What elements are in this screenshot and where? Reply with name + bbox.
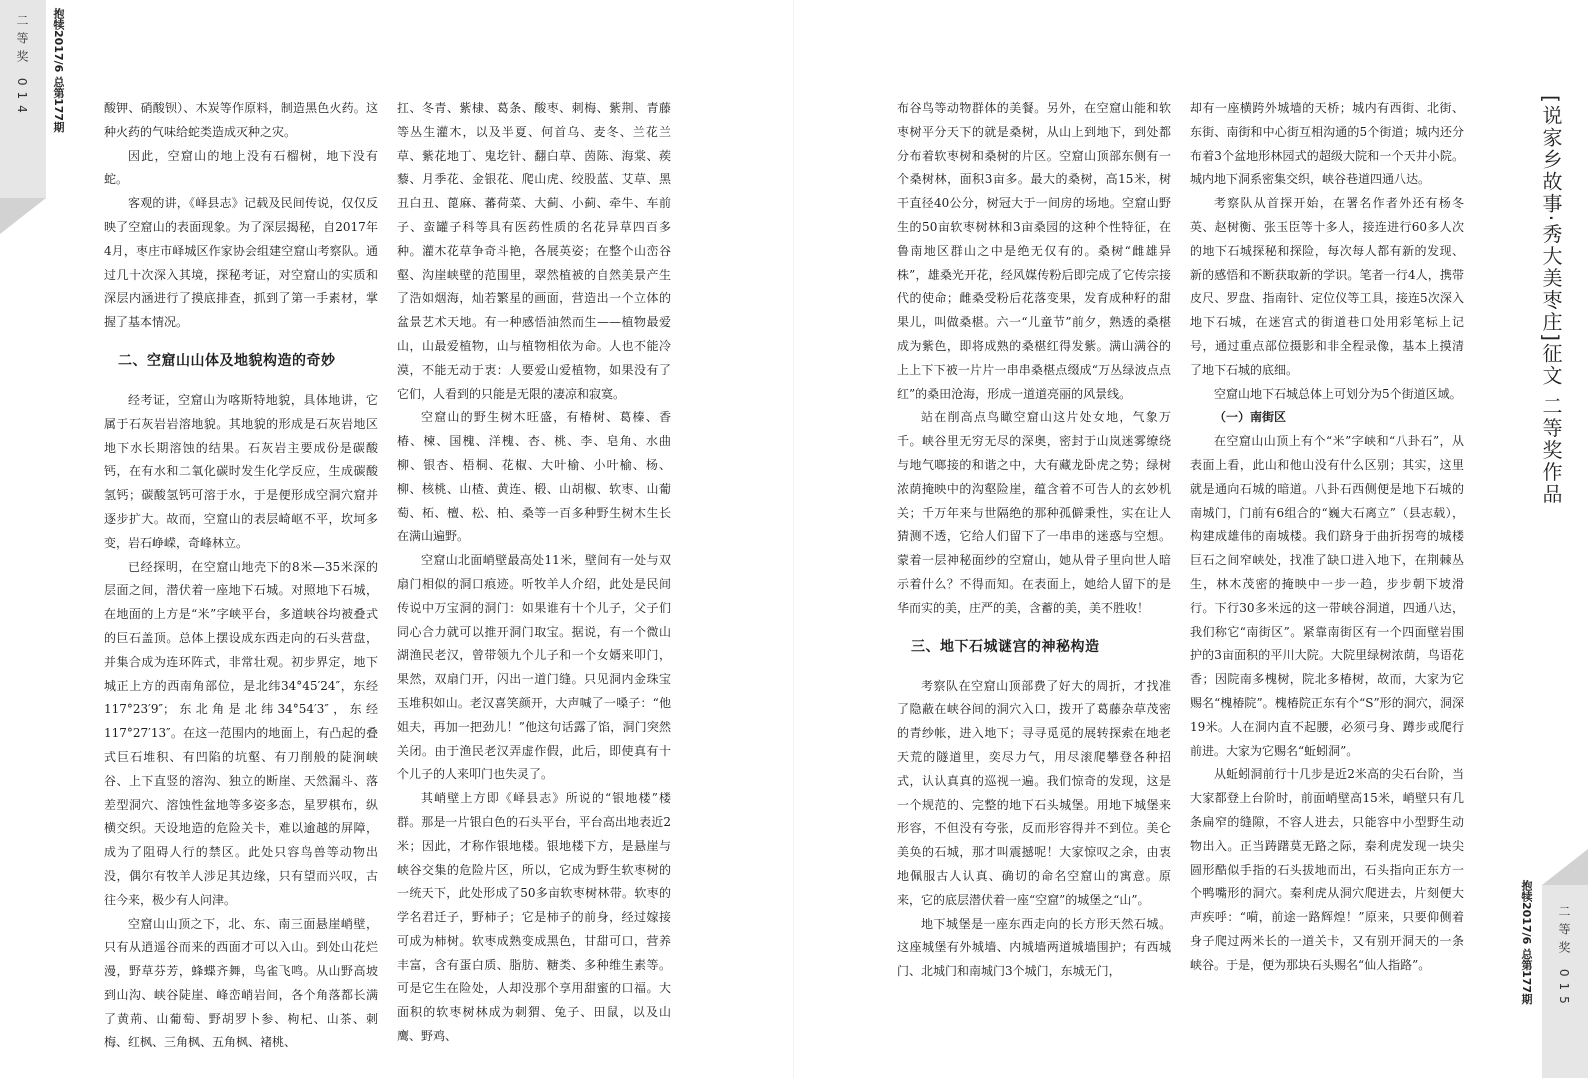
- paragraph: 在空窟山山顶上有个“米”字峡和“八卦石”，从表面上看，此山和他山没有什么区别；其实，这里就是通向石城的暗道。八卦石西侧便是地下石城的南城门，门前有6组合的“巍大石离立”（县志载），构建成雄伟的南城楼。我们跻身于曲折拐弯的城楼巨石之间窄峡处，找准了缺口进入地下，在荆棘丛生，林木茂密的掩映中一步一趋，步步朝下坡滑行。下行30多米远的这一带峡谷洞道，四通八达，我们称它“南街区”。紧靠南街区有一个四面壁岩围护的3亩面积的平川大院。大院里绿树浓荫，鸟语花香；因院南多槐树，院北多椿树，故而，大家为它赐名“槐椿院”。槐椿院正东有个“S”形的洞穴，洞深19米。人在洞内直不起腰，必须弓身、蹲步或爬行前进。大家为它赐名“蚯蚓洞”。: [1190, 434, 1464, 758]
- paragraph: 空窟山地下石城总体上可划分为5个街道区域。: [1214, 386, 1462, 401]
- right-column-2: [1190, 97, 1464, 977]
- paragraph: 扛、冬青、紫棣、葛条、酸枣、刺梅、紫荆、青藤等丛生灌木，以及半夏、何首乌、麦冬、兰花兰草、紫花地丁、鬼圪针、翻白草、茵陈、海棠、蒺藜、月季花、金银花、爬山虎、绞股蓝、艾草、黑丑白丑、蓖麻、蕃荷菜、大蓟、小蓟、牵牛、车前子、蛮罐子科等具有医药性质的名花异草四百多种。灌木花草争奇斗艳，各展英姿；在整个山峦谷壑、沟崖峡壁的范围里，翠然植被的自然美景产生了浩如烟海，灿若繁星的画面，营造出一个立体的盆景艺术天地。有一种感悟油然而生——植物最爱山，山最爱植物，山与植物相依为命。人也不能冷漠，不能无动于衷：人要爱山爱植物，如果没有了它们，人看到的只能是无限的凄凉和寂寞。: [397, 101, 671, 401]
- paragraph: 酸钾、硝酸钡）、木炭等作原料，制造黑色火药。这种火药的气味给蛇类造成灭种之灾。: [104, 101, 378, 139]
- paragraph: 地下城堡是一座东西走向的长方形天然石城。这座城堡有外城墙、内城墙两道城墙围护；有西城门、北城门和南城门3个城门，东城无门，: [897, 916, 1171, 979]
- page-number-label-left: 二等奖 014: [15, 14, 29, 119]
- left-column-2: [397, 97, 671, 1049]
- section-heading-2: 二、空窟山山体及地貌构造的奇妙: [118, 352, 336, 369]
- paragraph: 布谷鸟等动物群体的美餐。另外，在空窟山能和软枣树平分天下的就是桑树，从山上到地下，到处都分布着软枣树和桑树的片区。空窟山顶部东侧有一个桑树林，面积3亩多。最大的桑树，高15米，树干直径40公分，树冠大于一间房的场地。空窟山野生的50亩软枣树林和3亩桑园的这种个性特征，在鲁南地区群山之中是绝无仅有的。桑树“雌雄异株”，雄桑光开花，经风媒传粉后即完成了它传宗接代的使命；雌桑受粉后花落变果，发育成种籽的甜果儿，叫做桑椹。六一“儿童节”前夕，熟透的桑椹成为紫色，即将成熟的桑椹红得发紫。满山满谷的上上下下被一片片一串串桑椹点缀成“万丛绿波点点红”的桑田沧海，形成一道道亮丽的风景线。: [897, 101, 1171, 401]
- paragraph: 已经探明，在空窟山地壳下的8米—35米深的层面之间，潜伏着一座地下石城。对照地下石城，在地面的上方是“米”字峡平台，多道峡谷均被叠式的巨石盖顶。总体上摆设成东西走向的石头营盘，并集合成为连环阵式，非常壮观。初步界定，地下城正上方的西南角部位，是北纬34°45′24″，东经117°23′9″；东北角是北纬34°54′3″，东经117°27′13″。在这一范围内的地面上，有凸起的叠式巨石堆积、有凹陷的坑壑、有刀削般的陡涧峡谷、上下直竖的溶沟、独立的断崖、天然漏斗、落差型洞穴、溶蚀性盆地等多姿多态，星罗棋布，纵横交织。天设地造的危险关卡，难以逾越的屏障，成为了阻碍人行的禁区。此处只容鸟兽等动物出没，偶尔有牧羊人涉足其边缘，只有望而兴叹，古往今来，极少有人问津。: [104, 559, 378, 907]
- issue-label-right: 抱犊2017/6 总第177期: [1520, 880, 1533, 1005]
- paragraph: 客观的讲，《峄县志》记载及民间传说，仅仅反映了空窟山的表面现象。为了深层揭秘，自2017年4月，枣庄市峄城区作家协会组建空窟山考察队。通过几十次深入其境，探秘考证，对空窟山的实质和深层内涵进行了摸底排查，抓到了第一手素材，掌握了基本情况。: [104, 196, 378, 330]
- paragraph: 空窟山山顶之下，北、东、南三面悬崖峭壁，只有从逍遥谷而来的西面才可以入山。到处山花烂漫，野草芬芳，蜂蝶齐舞，鸟雀飞鸣。从山野高坡到山沟、峡谷陡崖、峰峦峭岩间，各个角落都长满了黄荊、山葡萄、野胡罗卜参、枸杞、山茶、刺梅、红枫、三角枫、五角枫、褚桃、: [104, 916, 378, 1050]
- paragraph: 其峭壁上方即《峄县志》所说的“银地楼”楼群。那是一片银白色的石头平台，平台高出地表近2米；因此，才称作银地楼。银地楼下方，是悬崖与峡谷交集的危险片区，所以，它成为野生软枣树的一统天下，此处形成了50多亩软枣树林带。软枣的学名君迁子，野柿子；它是柿子的前身，经过嫁接可成为柿树。软枣成熟变成黑色，甘甜可口，营养丰富，含有蛋白质、脂肪、糖类、多种维生素等。可是它生在险处，人却没那个享用甜蜜的口福。大面积的软枣树林成为刺猬、兔子、田鼠，以及山鹰、野鸡、: [397, 791, 671, 1044]
- paragraph: 因此，空窟山的地上没有石榴树，地下没有蛇。: [104, 148, 378, 187]
- paragraph: 考察队从首探开始，在署名作者外还有杨冬英、赵树衡、张玉臣等十多人，接连进行60多人次的地下石城探秘和探险，每次每人都有新的发现、新的感悟和不断获取新的学识。笔者一行4人，携带皮尺、罗盘、指南针、定位仪等工具，接连5次深入地下石城，在迷宫式的街道巷口处用彩笔标上记号，通过重点部位摄影和非全程录像，基本上摸清了地下石城的底细。: [1190, 196, 1464, 377]
- issue-label-left: 抱犊2017/6 总第177期: [52, 8, 65, 133]
- page-gutter: [793, 0, 794, 1078]
- paragraph: 从蚯蚓洞前行十几步是近2米高的尖石台阶，当大家都登上台阶时，前面峭壁高15米，峭壁只有几条扁窄的缝隙，不容人进去，只能容中小型野生动物出入。正当踌躇莫无路之际，秦利虎发现一块尖圆形酷似手指的石头拔地而出，石头指向正东方一个鸭嘴形的洞穴。秦利虎从洞穴爬进去，片刻便大声疾呼：“嗬，前途一路辉煌！”原来，只要仰侧着身子爬过两米长的一道关卡，又有别开洞天的一条峡谷。于是，便为那块石头赐名“仙人指路”。: [1190, 767, 1464, 972]
- page-tab-fold-left: [0, 198, 46, 234]
- page-tab-left: [0, 0, 46, 198]
- paragraph: 站在削高点鸟瞰空窟山这片处女地，气象万千。峡谷里无穷无尽的深奥，密封于山岚迷雾缭绕与地气啷接的和谐之中，大有藏龙卧虎之势；绿树浓荫掩映中的沟壑险崖，蕴含着不可告人的玄妙机关；千万年来与世隔绝的那种孤僻秉性，实在让人猜测不透，它给人们留下了一串串的迷惑与空想。蒙着一层神秘面纱的空窟山，她从骨子里向世人暗示着什么？不得而知。在表面上，她给人留下的是华而实的美，庄严的美，含蓄的美，美不胜收！: [897, 410, 1171, 615]
- paragraph: 空窟山北面峭壁最高处11米，壁间有一处与双扇门相似的洞口痕迹。听牧羊人介绍，此处是民间传说中万宝洞的洞门：如果谁有十个儿子，父子们同心合力就可以推开洞门取宝。据说，有一个微山湖渔民老汉，曾带领九个儿子和一个女婿来叩门，果然，双扇门开，闪出一道门缝。只见洞内金珠宝玉堆积如山。老汉喜笑颜开，大声喊了一嗓子：“他姐夫，再加一把劲儿！”他这句话露了馅，洞门突然关闭。由于渔民老汉弄虚作假，此后，即使真有十个儿子的人来叩门也失灵了。: [397, 553, 671, 782]
- paragraph: 却有一座横跨外城墙的天桥；城内有西街、北街、东街、南街和中心街互相沟通的5个街道；城内还分布着3个盆地形林园式的超级大院和一个天井小院。城内地下洞系密集交织，峡谷巷道四通八达。: [1190, 101, 1464, 187]
- left-column-1: [104, 97, 378, 1055]
- page-tab-fold-right: [1542, 849, 1588, 885]
- right-column-1: [897, 97, 1171, 984]
- page-number-label-right: 二等奖 015: [1557, 905, 1571, 1010]
- paragraph: 考察队在空窟山顶部费了好大的周折，才找准了隐蔽在峡谷间的洞穴入口，拨开了葛藤杂草茂密的青纱帐，进入地下；寻寻觅觅的展转探索在地老天荒的隧道里，奕尽力气，用尽滚爬攀登各种招式，认认真真的巡视一遍。我们惊奇的发现，这是一个规范的、完整的地下石头城堡。用地下城堡来形容，不但没有夸张，反而形容得并不到位。美仑美奂的石城，那才叫震撼呢！大家惊叹之余，由衷地佩服古人认真、确切的命名空窟山的寓意。原来，它的底层潜伏着一座“空窟”的城堡之“山”。: [897, 678, 1171, 907]
- subsection-heading-south-street: （一）南街区: [1214, 410, 1287, 425]
- paragraph: 经考证，空窟山为喀斯特地貌，具体地讲，它属于石灰岩岩溶地貌。其地貌的形成是石灰岩地区地下水长期溶蚀的结果。石灰岩主要成份是碳酸钙，在有水和二氧化碳时发生化学反应，生成碳酸氢钙；碳酸氢钙可溶于水，于是便形成空洞穴窟并逐步扩大。故而，空窟山的表层崎岖不平，坎坷多变，岩石峥嵘，奇峰林立。: [104, 392, 378, 550]
- section-heading-3: 三、地下石城谜宫的神秘构造: [911, 638, 1100, 655]
- paragraph: 空窟山的野生树木旺盛，有椿树、葛榛、香椿、楝、国槐、洋槐、杏、桃、李、皂角、水曲柳、银杏、梧桐、花椒、大叶榆、小叶榆、杨、柳、核桃、山楂、黄连、椴、山胡椒、软枣、山葡萄、柘、檀、松、柏、桑等一百多种野生树木生长在满山遍野。: [397, 410, 671, 544]
- page-tab-right: [1542, 885, 1588, 1078]
- series-title: [说家乡故事·秀大美枣庄]征文 二等奖作品: [1539, 95, 1563, 506]
